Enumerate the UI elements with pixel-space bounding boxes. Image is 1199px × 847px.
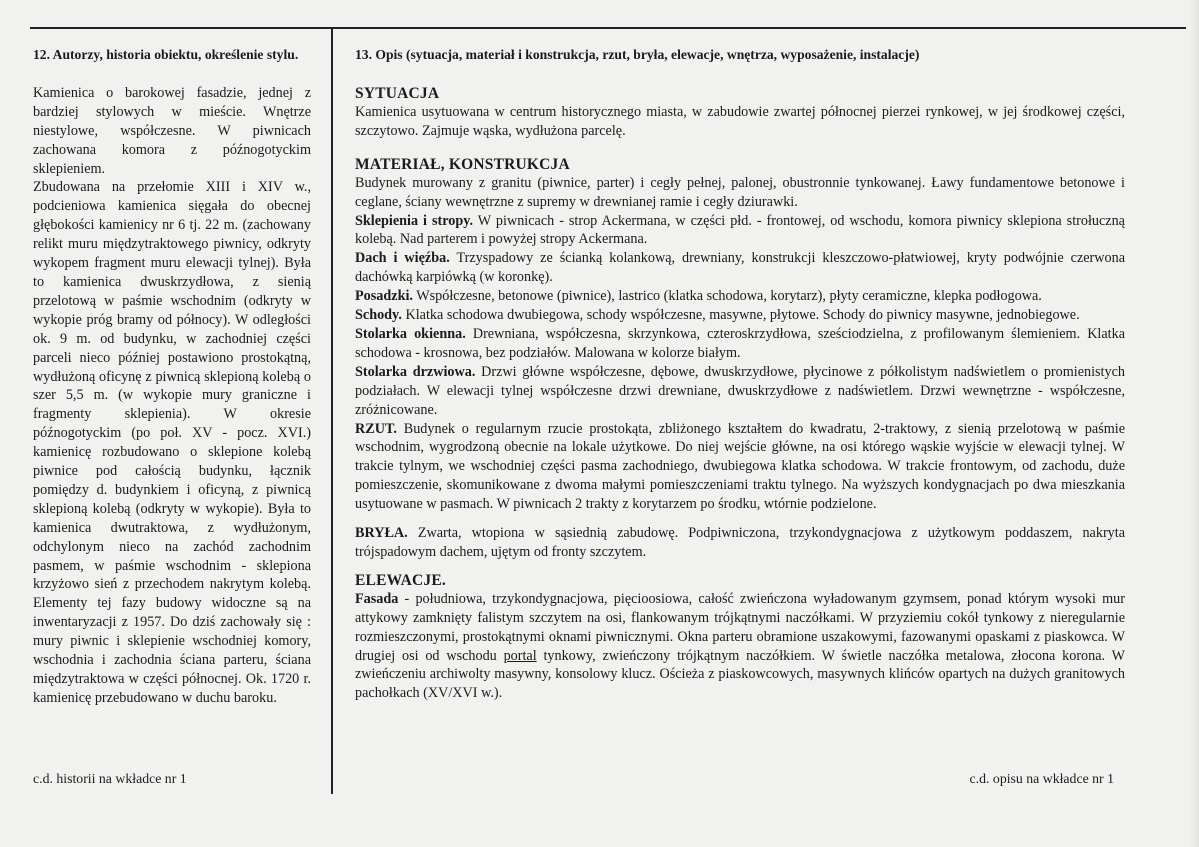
drzwiowa-text: Drzwi główne współczesne, dębowe, dwuskrzydłowe, płycinowe z półkolistym nadświetlem o promienistych podziałach. W elewacji tylnej współczesne drzwi drewniane, dwuskrzydłowe z nadświetlem. Drzwi wewnętrzne - współczesne, zróżnicowane. xyxy=(355,363,1125,418)
history-heading: 12. Autorzy, historia obiektu, określenie stylu. xyxy=(33,47,299,62)
description-column xyxy=(355,46,1125,703)
material-text: Budynek murowany z granitu (piwnice, parter) i cegły pełnej, palonej, obustronnie tynkowanej. Ławy fundamentowe betonowe i ceglane, ściany wewnętrzne z supremy w drewnianej ramie i cegły dziurawki. xyxy=(355,174,1125,210)
rzut-text: Budynek o regularnym rzucie prostokąta, zbliżonego kształtem do kwadratu, 2-traktowy, z sienią przelotową w paśmie wschodnim, wygrodzoną obecnie na lokale użytkowe. Do niej wejście główne, na osi którego wąskie wyjście w elewacji tylnej. W trakcie tylnym, we wschodniej części pasma zachodniego, dwubiegowa klatka schodowa. W trakcie frontowym, od zachodu, duże pomieszczenie, skomunikowane z dwoma małymi pomieszczeniami traktu tylnego. Na wyższych kondygnacjach po dwa mieszkania usytuowane w pasmach. W piwnicach 2 trakty z korytarzem po środku, wtórnie podzielone. xyxy=(355,420,1125,513)
bryla-text: Zwarta, wtopiona w sąsiednią zabudowę. Podpiwniczona, trzykondygnacjowa z użytkowym poddaszem, nakryta trójspadowym dachem, ujętym od fronty szczytem. xyxy=(355,525,1125,560)
history-continuation-note: c.d. historii na wkładce nr 1 xyxy=(33,771,187,786)
posadzki-label: Posadzki. xyxy=(355,288,413,305)
posadzki-paragraph xyxy=(355,287,1125,306)
schody-label: Schody. xyxy=(355,307,402,324)
rzut-paragraph xyxy=(355,420,1125,515)
fasada-paragraph xyxy=(355,590,1125,703)
section-title-elewacje: ELEWACJE. xyxy=(355,571,446,589)
okienna-paragraph xyxy=(355,325,1125,363)
drzwiowa-paragraph xyxy=(355,363,1125,420)
sklepienia-text: W piwnicach - strop Ackermana, w części płd. - frontowej, od wschodu, komora piwnicy sklepiona strołuczną kolebą. Nad parterem i powyżej stropy Ackermana. xyxy=(355,212,1125,248)
schody-paragraph xyxy=(355,306,1125,325)
history-column xyxy=(33,46,311,708)
fasada-portal-word: portal xyxy=(503,647,537,664)
dach-text: Trzyspadowy ze ścianką kolankową, drewniany, konstrukcji kleszczowo-płatwiowej, kryty podwójnie czerwona dachówką karpiówką (w koronkę). xyxy=(355,250,1125,286)
sklepienia-paragraph xyxy=(355,212,1125,250)
fasada-text-2: tynkowy, zwieńczony trójkątnym naczółkiem. W świetle naczółka metalowa, złocona korona. W zwieńczeniu archiwolty masywny, konsolowy klucz. Ościeża z piaskowcowych, masywnych klińców opartych na dużych granitowych pachołkach (XV/XVI w.). xyxy=(355,647,1125,702)
posadzki-text: Współczesne, betonowe (piwnice), lastrico (klatka schodowa, korytarz), płyty ceramiczne, klepka podłogowa. xyxy=(412,288,1042,305)
scan-edge-shadow xyxy=(1189,0,1199,847)
history-paragraph-style: Kamienica o barokowej fasadzie, jednej z bardziej stylowych w mieście. Wnętrze niestylowe, współczesne. W piwnicach zachowana komora z późnogotyckim sklepieniem. xyxy=(33,84,311,177)
rzut-label: RZUT. xyxy=(355,420,397,437)
description-continuation-note: c.d. opisu na wkładce nr 1 xyxy=(969,771,1114,786)
history-paragraph-main: Zbudowana na przełomie XIII i XIV w., podcieniowa kamienica sięgała do obecnej głębokości kamienicy nr 6 tj. 22 m. (zachowany relikt muru międzytraktowego piwnicy, odkryty wykopem fragment muru elewacji tylnej). Była to kamienica dwuskrzydłowa, z sienią przelotową w paśmie wschodnim (odkryty w wykopie próg bramy od północy). W odległości ok. 9 m. od budynku, w zachodniej części parceli nieco później postawiono prostokątną, wydłużoną oficynę z piwnicą sklepioną kolebą o szer 5,5 m. (w wykopie mury graniczne i fragmenty sklepienia). W okresie późnogotyckim (po poł. XV - pocz. XVI.) kamienicę rozbudowano o sklepione kolebą piwnice pod całością budynku, łącznik pomiędzy d. budynkiem i oficyną, z piwnicą sklepioną kolebą (odkryty w wykopie). Była to kamienica dwutraktowa, z wydłużonym, odchylonym nieco na zachód zachodnim pasmem, w paśmie wschodnim - sklepiona krzyżowo sień z przechodem nakrytym kolebą. Elementy tej fazy budowy widoczne są na inwentaryzacji z 1957. Do dziś zachowały się : mury piwnic i sklepienie wschodniej komory, wschodnia i zachodnia ściana parteru, ściana międzytraktowa w części północnej. Ok. 1720 r. kamienicę przebudowano w duchu baroku. xyxy=(33,179,311,706)
fasada-label: Fasada xyxy=(355,590,399,607)
bryla-paragraph xyxy=(355,524,1125,562)
fasada-text-1: - południowa, trzykondygnacjowa, pięcioosiowa, całość zwieńczona wyładowanym gzymsem, ponad którym wysoki mur attykowy zamknięty falistym szczytem na osi, flankowanym trójkątnymi naczółkami. W przyziemiu cokół tynkowy z nieregularnie rozmieszczonymi, prostokątnymi oknami piwnicznymi. Okna parteru obramione uszakowymi, fazowanymi opaskami z piaskowca. W drugiej osi od wschodu xyxy=(355,590,1125,664)
section-title-sytuacja: SYTUACJA xyxy=(355,84,440,102)
description-heading: 13. Opis (sytuacja, materiał i konstrukcja, rzut, bryła, elewacje, wnętrza, wyposażenie, instalacje) xyxy=(355,47,920,62)
okienna-text: Drewniana, współczesna, skrzynkowa, czteroskrzydłowa, sześciodzielna, z profilowanym ślemieniem. Klatka schodowa - krosnowa, bez podziałów. Malowana w kolorze białym. xyxy=(355,325,1126,361)
column-divider xyxy=(331,28,333,794)
okienna-label: Stolarka okienna. xyxy=(355,325,466,342)
sklepienia-label: Sklepienia i stropy. xyxy=(355,212,474,229)
dach-paragraph xyxy=(355,249,1125,287)
dach-label: Dach i więźba. xyxy=(355,250,450,267)
section-title-material: MATERIAŁ, KONSTRUKCJA xyxy=(355,155,570,173)
top-rule xyxy=(30,27,1186,29)
sytuacja-text: Kamienica usytuowana w centrum historycznego miasta, w zabudowie zwartej północnej pierzei rynkowej, w jej środkowej części, szczytowo. Zajmuje wąska, wydłużona parcelę. xyxy=(355,103,1125,139)
schody-text: Klatka schodowa dwubiegowa, schody współczesne, masywne, płytowe. Schody do piwnicy masywne, jednobiegowe. xyxy=(401,307,1080,324)
bryla-label: BRYŁA. xyxy=(355,525,408,542)
drzwiowa-label: Stolarka drzwiowa. xyxy=(355,363,476,380)
